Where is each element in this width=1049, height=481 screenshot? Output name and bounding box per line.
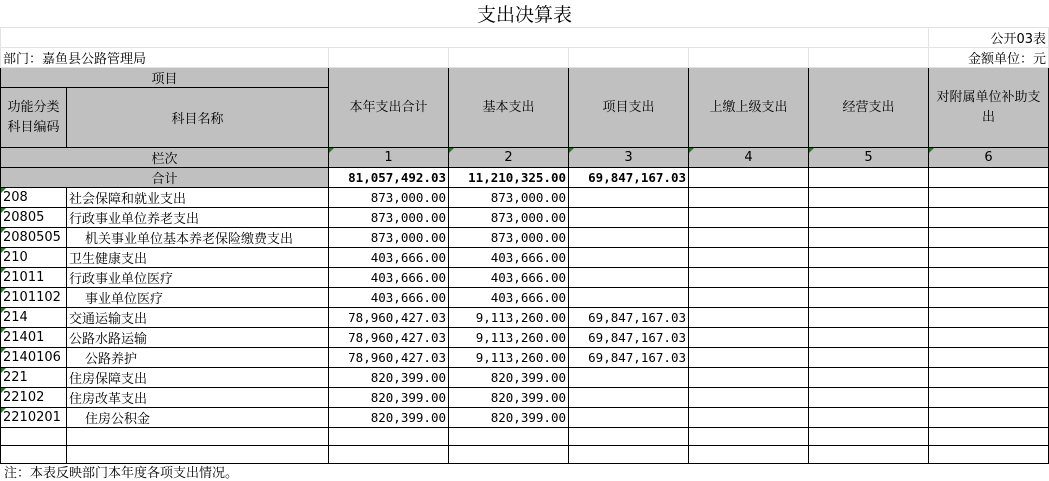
table-row [1,248,1049,268]
basic-expenditure-cell: 820,399.00 [449,388,569,408]
subject-name-cell: 住房改革支出 [67,388,329,408]
remit-superior-cell [689,248,809,268]
row-number-label: 栏次 [1,148,329,168]
project-expenditure-cell [569,388,689,408]
basic-expenditure-cell: 9,113,260.00 [449,348,569,368]
header-subject-name: 科目名称 [67,88,329,148]
meta-row-2 [1,48,1049,68]
data-rows [1,188,1049,428]
subject-name-cell: 卫生健康支出 [67,248,329,268]
unit-label: 金额单位：元 [929,48,1049,68]
basic-expenditure-cell: 403,666.00 [449,268,569,288]
project-expenditure-cell [569,368,689,388]
table-row [1,368,1049,388]
expenditure-table [0,27,1049,464]
header-operating-expenditure: 经营支出 [809,68,929,148]
remit-superior-cell [689,228,809,248]
empty-row [1,428,1049,446]
basic-expenditure-cell: 820,399.00 [449,368,569,388]
basic-expenditure-cell: 820,399.00 [449,408,569,428]
basic-expenditure-cell: 403,666.00 [449,288,569,308]
operating-expenditure-cell [809,388,929,408]
header-basic-expenditure: 基本支出 [449,68,569,148]
function-code-cell: 21401 [1,328,67,348]
header-row-1 [1,68,1049,88]
total-expenditure-cell: 820,399.00 [329,388,449,408]
remit-superior-cell [689,268,809,288]
remit-superior-cell [689,388,809,408]
total-expenditure-cell: 873,000.00 [329,208,449,228]
basic-expenditure-cell: 9,113,260.00 [449,328,569,348]
remit-superior-cell [689,288,809,308]
operating-expenditure-cell [809,328,929,348]
table-row [1,268,1049,288]
operating-expenditure-cell [809,368,929,388]
header-subsidiary-subsidy: 对附属单位补助支出 [929,68,1049,148]
table-row [1,228,1049,248]
subject-name-cell: 社会保障和就业支出 [67,188,329,208]
column-number: 1 [329,148,449,168]
subject-name-cell: 机关事业单位基本养老保险缴费支出 [67,228,329,248]
function-code-cell: 208 [1,188,67,208]
total-expenditure-cell: 403,666.00 [329,268,449,288]
header-project-expenditure: 项目支出 [569,68,689,148]
remit-superior-cell [689,368,809,388]
operating-expenditure-cell [809,268,929,288]
subsidiary-subsidy-cell [929,288,1049,308]
remit-superior-cell [689,188,809,208]
table-row [1,408,1049,428]
total-expenditure-cell: 403,666.00 [329,288,449,308]
subsidiary-subsidy-cell [929,408,1049,428]
subsidiary-subsidy-cell [929,268,1049,288]
empty-row [1,446,1049,464]
total-expenditure-cell: 78,960,427.03 [329,308,449,328]
operating-expenditure-cell [809,408,929,428]
header-remit-superior: 上缴上级支出 [689,68,809,148]
total-row [1,168,1049,188]
project-expenditure-cell [569,288,689,308]
subject-name-cell: 交通运输支出 [67,308,329,328]
project-expenditure-cell [569,188,689,208]
basic-expenditure-cell: 873,000.00 [449,188,569,208]
table-row [1,328,1049,348]
operating-expenditure-cell [809,188,929,208]
basic-expenditure-cell: 873,000.00 [449,208,569,228]
function-code-cell: 22102 [1,388,67,408]
table-row [1,188,1049,208]
function-code-cell: 210 [1,248,67,268]
remit-superior-cell [689,348,809,368]
function-code-cell: 2080505 [1,228,67,248]
project-expenditure-cell [569,248,689,268]
remit-superior-cell [689,408,809,428]
function-code-cell: 214 [1,308,67,328]
project-expenditure-cell [569,228,689,248]
subject-name-cell: 公路养护 [67,348,329,368]
subsidiary-subsidy-cell [929,388,1049,408]
project-expenditure-cell [569,208,689,228]
table-note: 注：本表反映部门本年度各项支出情况。 [4,466,239,481]
column-number: 2 [449,148,569,168]
project-expenditure-cell [569,408,689,428]
basic-expenditure-cell: 9,113,260.00 [449,308,569,328]
subject-name-cell: 行政事业单位养老支出 [67,208,329,228]
total-expenditure-cell: 820,399.00 [329,408,449,428]
operating-expenditure-cell [809,308,929,328]
remit-superior-cell [689,208,809,228]
function-code-cell: 20805 [1,208,67,228]
column-number: 5 [809,148,929,168]
function-code-cell: 2210201 [1,408,67,428]
total-expenditure-cell: 78,960,427.03 [329,348,449,368]
total-c2: 11,210,325.00 [449,168,569,188]
subsidiary-subsidy-cell [929,208,1049,228]
total-c3: 69,847,167.03 [569,168,689,188]
project-expenditure-cell: 69,847,167.03 [569,328,689,348]
subject-name-cell: 事业单位医疗 [67,288,329,308]
subsidiary-subsidy-cell [929,228,1049,248]
operating-expenditure-cell [809,248,929,268]
operating-expenditure-cell [809,288,929,308]
subsidiary-subsidy-cell [929,188,1049,208]
function-code-cell: 21011 [1,268,67,288]
column-number: 4 [689,148,809,168]
page-title: 支出决算表 [0,0,1049,28]
header-project: 项目 [1,68,329,88]
header-total-expenditure: 本年支出合计 [329,68,449,148]
subject-name-cell: 公路水路运输 [67,328,329,348]
total-expenditure-cell: 820,399.00 [329,368,449,388]
table-row [1,348,1049,368]
header-function-code: 功能分类科目编码 [1,88,67,148]
total-c1: 81,057,492.03 [329,168,449,188]
column-number: 6 [929,148,1049,168]
subsidiary-subsidy-cell [929,308,1049,328]
total-expenditure-cell: 873,000.00 [329,188,449,208]
subsidiary-subsidy-cell [929,368,1049,388]
basic-expenditure-cell: 403,666.00 [449,248,569,268]
subsidiary-subsidy-cell [929,328,1049,348]
table-row [1,208,1049,228]
subsidiary-subsidy-cell [929,248,1049,268]
total-expenditure-cell: 873,000.00 [329,228,449,248]
operating-expenditure-cell [809,228,929,248]
project-expenditure-cell: 69,847,167.03 [569,348,689,368]
basic-expenditure-cell: 873,000.00 [449,228,569,248]
column-number: 3 [569,148,689,168]
function-code-cell: 2101102 [1,288,67,308]
project-expenditure-cell: 69,847,167.03 [569,308,689,328]
remit-superior-cell [689,308,809,328]
remit-superior-cell [689,328,809,348]
meta-row-1 [1,28,1049,48]
function-code-cell: 221 [1,368,67,388]
department-label: 部门：嘉鱼县公路管理局 [1,48,329,68]
total-expenditure-cell: 403,666.00 [329,248,449,268]
subject-name-cell: 住房公积金 [67,408,329,428]
table-row [1,388,1049,408]
total-label: 合计 [1,168,329,188]
table-row [1,288,1049,308]
operating-expenditure-cell [809,348,929,368]
subsidiary-subsidy-cell [929,348,1049,368]
form-number: 公开03表 [929,28,1049,48]
total-expenditure-cell: 78,960,427.03 [329,328,449,348]
table-row [1,308,1049,328]
column-number-row [1,148,1049,168]
subject-name-cell: 住房保障支出 [67,368,329,388]
subject-name-cell: 行政事业单位医疗 [67,268,329,288]
operating-expenditure-cell [809,208,929,228]
function-code-cell: 2140106 [1,348,67,368]
project-expenditure-cell [569,268,689,288]
